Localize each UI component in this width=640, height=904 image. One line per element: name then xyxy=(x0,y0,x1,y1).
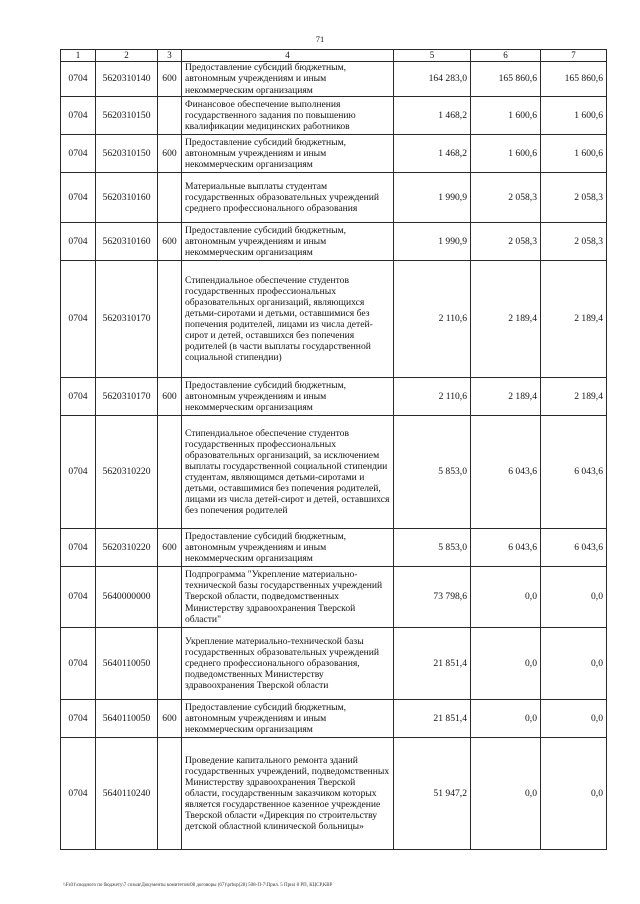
expense-type-cell xyxy=(158,416,182,529)
amount-cell-1: 21 851,4 xyxy=(394,700,471,738)
table-row xyxy=(61,529,607,567)
section-code-cell: 0704 xyxy=(61,378,96,416)
header-col-5: 5 xyxy=(394,50,471,62)
amount-cell-3: 0,0 xyxy=(541,700,607,738)
section-code-cell: 0704 xyxy=(61,223,96,261)
expense-type-cell xyxy=(158,738,182,850)
budget-table xyxy=(60,49,607,850)
amount-cell-1: 1 990,9 xyxy=(394,173,471,223)
target-code-cell: 5620310170 xyxy=(96,378,158,416)
section-code-cell: 0704 xyxy=(61,97,96,135)
header-col-3: 3 xyxy=(158,50,182,62)
name-cell: Предоставление субсидий бюджетным, автономным учреждениям и иным некоммерческим организациям xyxy=(182,529,394,567)
name-cell: Подпрограмма "Укрепление материально-технической базы государственных учреждений Тверской области, подведомственных Министерству здравоохранения Тверской области" xyxy=(182,567,394,628)
header-col-7: 7 xyxy=(541,50,607,62)
name-cell: Проведение капитального ремонта зданий государственных учреждений, подведомственных Министерству здравоохранения Тверской области, государственным заказчиком которых является государственное казенное учреждение Тверской области «Дирекция по строительству детской областной клинической больницы» xyxy=(182,738,394,850)
target-code-cell: 5620310220 xyxy=(96,529,158,567)
amount-cell-2: 1 600,6 xyxy=(471,135,541,173)
target-code-cell: 5620310160 xyxy=(96,223,158,261)
target-code-cell: 5620310150 xyxy=(96,135,158,173)
section-code-cell: 0704 xyxy=(61,173,96,223)
target-code-cell: 5620310220 xyxy=(96,416,158,529)
amount-cell-1: 2 110,6 xyxy=(394,261,471,378)
table-row xyxy=(61,173,607,223)
table-header xyxy=(61,50,607,62)
footer-file-path: \\Fs01\сводного по бюджету\7 созыв\Документы комитетов\08 договоры (67)\prbsp(28) 508-П-7\Прил. 5 Прил 8 РП, КЦСР,КВР xyxy=(63,883,333,888)
expense-type-cell: 600 xyxy=(158,700,182,738)
name-cell: Предоставление субсидий бюджетным, автономным учреждениям и иным некоммерческим организациям xyxy=(182,700,394,738)
expense-type-cell: 600 xyxy=(158,223,182,261)
amount-cell-2: 0,0 xyxy=(471,738,541,850)
amount-cell-2: 2 189,4 xyxy=(471,378,541,416)
expense-type-cell: 600 xyxy=(158,135,182,173)
name-cell: Стипендиальное обеспечение студентов государственных профессиональных образовательных организаций, являющихся детьми-сиротами и детьми, оставшимися без попечения родителей, лицами из числа детей-сирот и детей, оставшихся без попечения родителей (в части выплаты государственной социальной стипендии) xyxy=(182,261,394,378)
amount-cell-3: 6 043,6 xyxy=(541,529,607,567)
amount-cell-3: 2 189,4 xyxy=(541,378,607,416)
target-code-cell: 5620310160 xyxy=(96,173,158,223)
amount-cell-1: 1 468,2 xyxy=(394,97,471,135)
table-row xyxy=(61,700,607,738)
amount-cell-1: 5 853,0 xyxy=(394,529,471,567)
name-cell: Стипендиальное обеспечение студентов государственных профессиональных образовательных организаций, за исключением выплаты государственной социальной стипендии студентам, являющимся детьми-сиротами и детьми, оставшимися без попечения родителей, лицами из числа детей-сирот и детей, оставшихся без попечения родителей xyxy=(182,416,394,529)
amount-cell-2: 1 600,6 xyxy=(471,97,541,135)
header-col-1: 1 xyxy=(61,50,96,62)
table-row xyxy=(61,261,607,378)
section-code-cell: 0704 xyxy=(61,567,96,628)
target-code-cell: 5640110050 xyxy=(96,700,158,738)
amount-cell-2: 6 043,6 xyxy=(471,529,541,567)
section-code-cell: 0704 xyxy=(61,700,96,738)
table-row xyxy=(61,62,607,97)
expense-type-cell xyxy=(158,628,182,700)
amount-cell-3: 165 860,6 xyxy=(541,62,607,97)
amount-cell-3: 0,0 xyxy=(541,567,607,628)
name-cell: Материальные выплаты студентам государственных образовательных учреждений среднего профессионального образования xyxy=(182,173,394,223)
section-code-cell: 0704 xyxy=(61,529,96,567)
table-row xyxy=(61,628,607,700)
amount-cell-1: 2 110,6 xyxy=(394,378,471,416)
amount-cell-2: 2 058,3 xyxy=(471,223,541,261)
table-row xyxy=(61,378,607,416)
amount-cell-2: 0,0 xyxy=(471,567,541,628)
target-code-cell: 5640110240 xyxy=(96,738,158,850)
table-body xyxy=(61,62,607,850)
section-code-cell: 0704 xyxy=(61,135,96,173)
table-row xyxy=(61,135,607,173)
expense-type-cell xyxy=(158,567,182,628)
amount-cell-2: 0,0 xyxy=(471,628,541,700)
table-row xyxy=(61,416,607,529)
amount-cell-3: 0,0 xyxy=(541,628,607,700)
amount-cell-2: 0,0 xyxy=(471,700,541,738)
table-row xyxy=(61,97,607,135)
target-code-cell: 5620310170 xyxy=(96,261,158,378)
section-code-cell: 0704 xyxy=(61,62,96,97)
section-code-cell: 0704 xyxy=(61,416,96,529)
expense-type-cell: 600 xyxy=(158,62,182,97)
amount-cell-1: 164 283,0 xyxy=(394,62,471,97)
target-code-cell: 5640000000 xyxy=(96,567,158,628)
header-col-2: 2 xyxy=(96,50,158,62)
name-cell: Финансовое обеспечение выполнения государственного задания по повышению квалификации медицинских работников xyxy=(182,97,394,135)
section-code-cell: 0704 xyxy=(61,261,96,378)
amount-cell-3: 2 058,3 xyxy=(541,173,607,223)
amount-cell-1: 21 851,4 xyxy=(394,628,471,700)
expense-type-cell xyxy=(158,97,182,135)
expense-type-cell xyxy=(158,261,182,378)
amount-cell-3: 6 043,6 xyxy=(541,416,607,529)
name-cell: Предоставление субсидий бюджетным, автономным учреждениям и иным некоммерческим организациям xyxy=(182,378,394,416)
amount-cell-3: 2 189,4 xyxy=(541,261,607,378)
amount-cell-1: 5 853,0 xyxy=(394,416,471,529)
header-col-4: 4 xyxy=(182,50,394,62)
header-row xyxy=(61,50,607,62)
amount-cell-2: 165 860,6 xyxy=(471,62,541,97)
section-code-cell: 0704 xyxy=(61,628,96,700)
amount-cell-2: 6 043,6 xyxy=(471,416,541,529)
amount-cell-3: 1 600,6 xyxy=(541,97,607,135)
amount-cell-3: 0,0 xyxy=(541,738,607,850)
table-row xyxy=(61,223,607,261)
target-code-cell: 5640110050 xyxy=(96,628,158,700)
name-cell: Предоставление субсидий бюджетным, автономным учреждениям и иным некоммерческим организациям xyxy=(182,223,394,261)
name-cell: Предоставление субсидий бюджетным, автономным учреждениям и иным некоммерческим организациям xyxy=(182,62,394,97)
header-col-6: 6 xyxy=(471,50,541,62)
amount-cell-3: 2 058,3 xyxy=(541,223,607,261)
table-row xyxy=(61,738,607,850)
expense-type-cell: 600 xyxy=(158,378,182,416)
amount-cell-3: 1 600,6 xyxy=(541,135,607,173)
target-code-cell: 5620310150 xyxy=(96,97,158,135)
amount-cell-1: 73 798,6 xyxy=(394,567,471,628)
amount-cell-1: 51 947,2 xyxy=(394,738,471,850)
section-code-cell: 0704 xyxy=(61,738,96,850)
expense-type-cell: 600 xyxy=(158,529,182,567)
expense-type-cell xyxy=(158,173,182,223)
target-code-cell: 5620310140 xyxy=(96,62,158,97)
table-row xyxy=(61,567,607,628)
amount-cell-2: 2 058,3 xyxy=(471,173,541,223)
name-cell: Укрепление материально-технической базы государственных образовательных учреждений среднего профессионального образования, подведомственных Министерству здравоохранения Тверской области xyxy=(182,628,394,700)
page-number: 71 xyxy=(315,34,325,44)
name-cell: Предоставление субсидий бюджетным, автономным учреждениям и иным некоммерческим организациям xyxy=(182,135,394,173)
amount-cell-1: 1 990,9 xyxy=(394,223,471,261)
amount-cell-2: 2 189,4 xyxy=(471,261,541,378)
amount-cell-1: 1 468,2 xyxy=(394,135,471,173)
